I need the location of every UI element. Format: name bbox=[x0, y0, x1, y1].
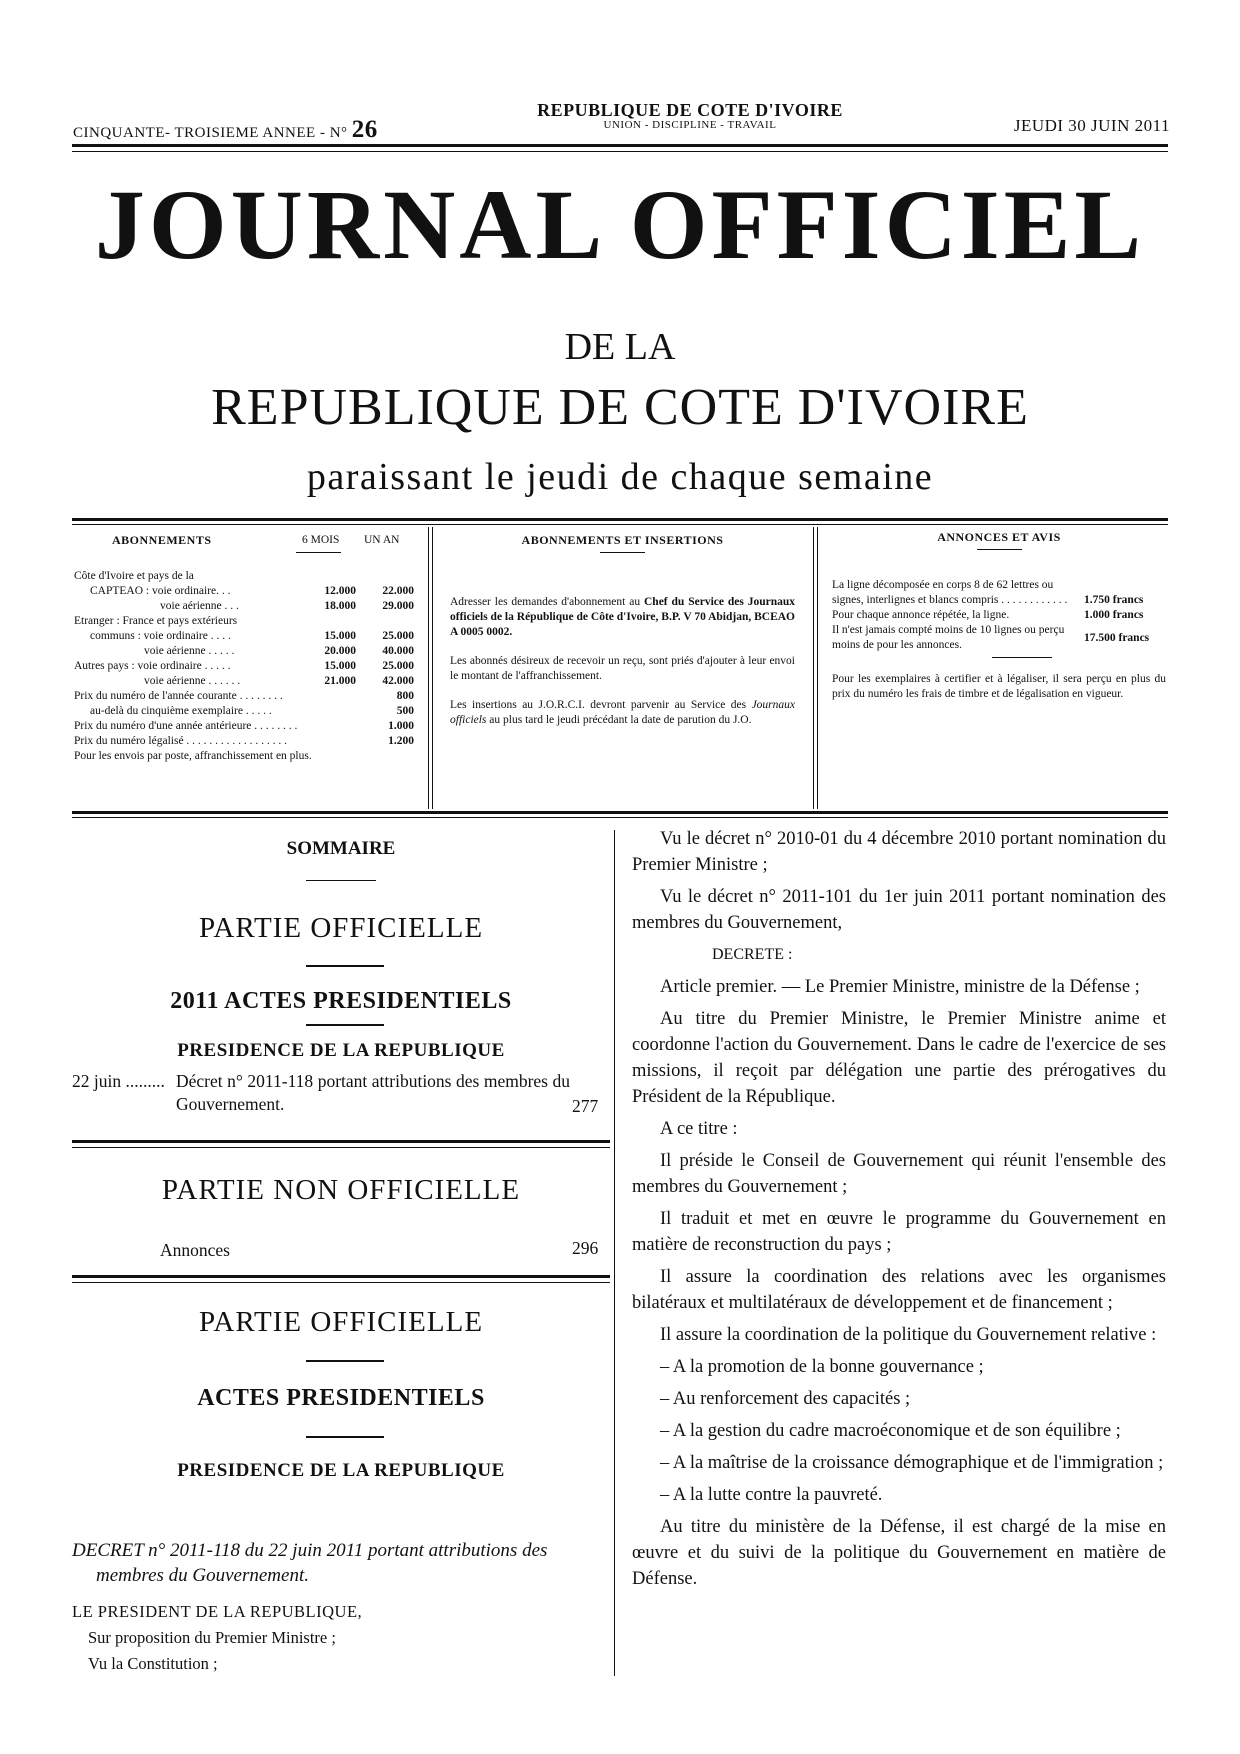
insertions-heading: ABONNEMENTS ET INSERTIONS bbox=[521, 533, 724, 547]
entry-date: 22 juin ......... bbox=[72, 1071, 165, 1091]
box-top-rule-thin bbox=[72, 524, 1168, 525]
divider bbox=[306, 1360, 384, 1362]
section-rule bbox=[72, 1140, 610, 1143]
decrete: DECRETE : bbox=[712, 946, 793, 963]
paragraph: Au titre du ministère de la Défense, il est chargé de la mise en œuvre et du suivi de la politique du Gouvernement en matière de Défense. bbox=[632, 1517, 1166, 1589]
issue-number-value: 26 bbox=[351, 116, 378, 143]
section-rule-thin bbox=[72, 1147, 610, 1148]
box-divider-2b bbox=[817, 527, 818, 809]
box-divider-1 bbox=[428, 527, 429, 809]
le-president: LE PRESIDENT DE LA REPUBLIQUE, bbox=[72, 1602, 363, 1621]
table-row: CAPTEAO : voie ordinaire. . . 12.000 22.000 bbox=[90, 585, 414, 597]
section-rule bbox=[72, 1275, 610, 1278]
insertions-block bbox=[450, 533, 795, 728]
insertions-address: Adresser les demandes d'abonnement au Chef du Service des Journaux officiels de la République de Côte d'Ivoire, B.P. V 70 Abidjan, BCEAO A 0005 0002. bbox=[450, 596, 796, 638]
list-item: – A la gestion du cadre macroéconomique et de son équilibre ; bbox=[660, 1421, 1121, 1441]
sur-proposition: Sur proposition du Premier Ministre ; bbox=[88, 1628, 336, 1647]
postal-note: Pour les envois par poste, affranchissement en plus. bbox=[74, 750, 312, 762]
annonces-label: Annonces bbox=[160, 1240, 230, 1260]
issue-date: JEUDI 30 JUIN 2011 bbox=[1013, 116, 1170, 135]
section-rule-thin bbox=[72, 1282, 610, 1283]
divider bbox=[306, 1436, 384, 1438]
annonces-page: 296 bbox=[572, 1238, 599, 1258]
subscription-table bbox=[74, 533, 414, 764]
body-partie-officielle: PARTIE OFFICIELLE bbox=[198, 1306, 484, 1338]
box-divider-1b bbox=[432, 527, 433, 809]
heading-underline bbox=[977, 549, 1022, 550]
paragraph: Vu le décret n° 2011-101 du 1er juin 2011 portant nomination des membres du Gouvernement, bbox=[632, 887, 1166, 933]
price-row: au-delà du cinquième exemplaire . . . . . 500 bbox=[90, 705, 414, 717]
entry-text: Décret n° 2011-118 portant attributions des membres du Gouvernement. bbox=[176, 1071, 570, 1114]
paragraph: Il traduit et met en œuvre le programme du Gouvernement en matière de reconstruction du pays ; bbox=[632, 1209, 1166, 1255]
price-row: Prix du numéro de l'année courante . . . . . . . . 800 bbox=[74, 690, 414, 702]
annonces-block bbox=[832, 530, 1166, 702]
sommaire-partie-officielle: PARTIE OFFICIELLE bbox=[198, 912, 484, 944]
motto: UNION - DISCIPLINE - TRAVAIL bbox=[603, 119, 777, 131]
subscription-heading: ABONNEMENTS bbox=[112, 533, 212, 547]
zone-cote-ivoire: Côte d'Ivoire et pays de la bbox=[74, 570, 194, 582]
table-row: voie aérienne . . . . . 20.000 40.000 bbox=[144, 645, 414, 657]
issue-prefix: CINQUANTE- TROISIEME ANNEE - N° bbox=[73, 125, 348, 141]
insertions-receipt-note: Les abonnés désireux de recevoir un reçu, sont priés d'ajouter à leur envoi le montant de l'affranchissement. bbox=[450, 655, 795, 682]
paragraph: Il assure la coordination des relations avec les organismes bilatéraux et multilatéraux de développement et de financement ; bbox=[632, 1267, 1166, 1313]
box-bottom-rule-thin bbox=[72, 817, 1168, 818]
heading-underline bbox=[600, 552, 645, 553]
annonces-rate-1: La ligne décomposée en corps 8 de 62 lettres ou signes, interlignes et blancs compris . . . . . . . . . . . . 1.750 francs bbox=[832, 579, 1144, 606]
vu-constitution: Vu la Constitution ; bbox=[88, 1654, 218, 1673]
body-presidence: PRESIDENCE DE LA REPUBLIQUE bbox=[177, 1460, 505, 1481]
divider bbox=[306, 965, 384, 967]
decret-title: DECRET n° 2011-118 du 22 juin 2011 portant attributions des membres du Gouvernement. bbox=[72, 1540, 548, 1586]
entry-page: 277 bbox=[572, 1096, 599, 1116]
divider bbox=[306, 880, 376, 881]
heading-underline bbox=[296, 552, 341, 553]
paragraph: Article premier. — Le Premier Ministre, ministre de la Défense ; bbox=[660, 977, 1140, 997]
paragraph: A ce titre : bbox=[660, 1119, 738, 1139]
column-divider bbox=[614, 830, 615, 1676]
paragraph: Il préside le Conseil de Gouvernement qui réunit l'ensemble des membres du Gouvernement ; bbox=[632, 1151, 1166, 1197]
sommaire-presidence: PRESIDENCE DE LA REPUBLIQUE bbox=[177, 1040, 505, 1061]
decree-body bbox=[632, 826, 1166, 1598]
sommaire-entry bbox=[72, 1070, 610, 1116]
col-6mois: 6 MOIS bbox=[302, 534, 340, 546]
box-bottom-rule bbox=[72, 811, 1168, 814]
republic-name: REPUBLIQUE DE COTE D'IVOIRE bbox=[537, 100, 843, 120]
subscription-header-row bbox=[74, 533, 414, 548]
table-row: voie aérienne . . . 18.000 29.000 bbox=[160, 600, 414, 612]
list-item: – A la maîtrise de la croissance démographique et de l'immigration ; bbox=[660, 1453, 1164, 1473]
sommaire-actes-year: 2011 ACTES PRESIDENTIELS bbox=[170, 988, 512, 1014]
paragraph: Vu le décret n° 2010-01 du 4 décembre 2010 portant nomination du Premier Ministre ; bbox=[632, 829, 1166, 875]
divider bbox=[992, 657, 1052, 658]
table-row: communs : voie ordinaire . . . . 15.000 25.000 bbox=[90, 630, 414, 642]
table-row: Etranger : France et pays extérieurs bbox=[74, 615, 238, 627]
list-item: – A la promotion de la bonne gouvernance ; bbox=[660, 1357, 984, 1377]
annonces-legalisation: Pour les exemplaires à certifier et à légaliser, il sera perçu en plus du prix du numéro les frais de timbre et de légalisation en vigueur. bbox=[832, 673, 1166, 700]
annonces-rate-2: Pour chaque annonce répétée, la ligne. 1.000 francs bbox=[832, 609, 1144, 621]
masthead-frequency: paraissant le jeudi de chaque semaine bbox=[306, 456, 934, 498]
masthead-title: JOURNAL OFFICIEL bbox=[94, 169, 1146, 280]
issue-number bbox=[73, 116, 378, 144]
divider bbox=[306, 1024, 384, 1026]
price-row: Prix du numéro légalisé . . . . . . . . . . . . . . . . . . 1.200 bbox=[74, 735, 414, 747]
price-row: Prix du numéro d'une année antérieure . . . . . . . . 1.000 bbox=[74, 720, 414, 732]
sommaire-partie-non-officielle: PARTIE NON OFFICIELLE bbox=[161, 1174, 521, 1206]
header-rule bbox=[72, 144, 1168, 147]
body-actes: ACTES PRESIDENTIELS bbox=[197, 1385, 485, 1411]
header-rule-thin bbox=[72, 151, 1168, 152]
annonces-rate-3: Il n'est jamais compté moins de 10 lignes ou perçu moins de pour les annonces. 17.500 francs bbox=[832, 624, 1150, 651]
masthead-country: REPUBLIQUE DE COTE D'IVOIRE bbox=[211, 379, 1029, 436]
box-top-rule bbox=[72, 518, 1168, 521]
sommaire-title: SOMMAIRE bbox=[286, 838, 396, 859]
paragraph: Au titre du Premier Ministre, le Premier Ministre anime et coordonne l'action du Gouvernement. Dans le cadre de l'exercice de ses missions, il reçoit par délégation une partie des prérogatives du Président de la République. bbox=[632, 1009, 1166, 1107]
col-1an: UN AN bbox=[364, 534, 400, 546]
list-item: – A la lutte contre la pauvreté. bbox=[660, 1485, 883, 1505]
insertions-deadline: Les insertions au J.O.R.C.I. devront parvenir au Service des Journaux officiels au plus tard le jeudi précédant la date de parution du J.O. bbox=[450, 699, 795, 726]
header-republic-block bbox=[500, 100, 880, 131]
table-row: voie aérienne . . . . . . 21.000 42.000 bbox=[144, 675, 414, 687]
annonces-heading: ANNONCES ET AVIS bbox=[937, 530, 1061, 544]
paragraph: Il assure la coordination de la politique du Gouvernement relative : bbox=[660, 1325, 1157, 1345]
box-divider-2 bbox=[813, 527, 814, 809]
masthead-de-la: DE LA bbox=[564, 326, 676, 368]
table-row: Autres pays : voie ordinaire . . . . . 15.000 25.000 bbox=[74, 660, 414, 672]
list-item: – Au renforcement des capacités ; bbox=[660, 1389, 911, 1409]
